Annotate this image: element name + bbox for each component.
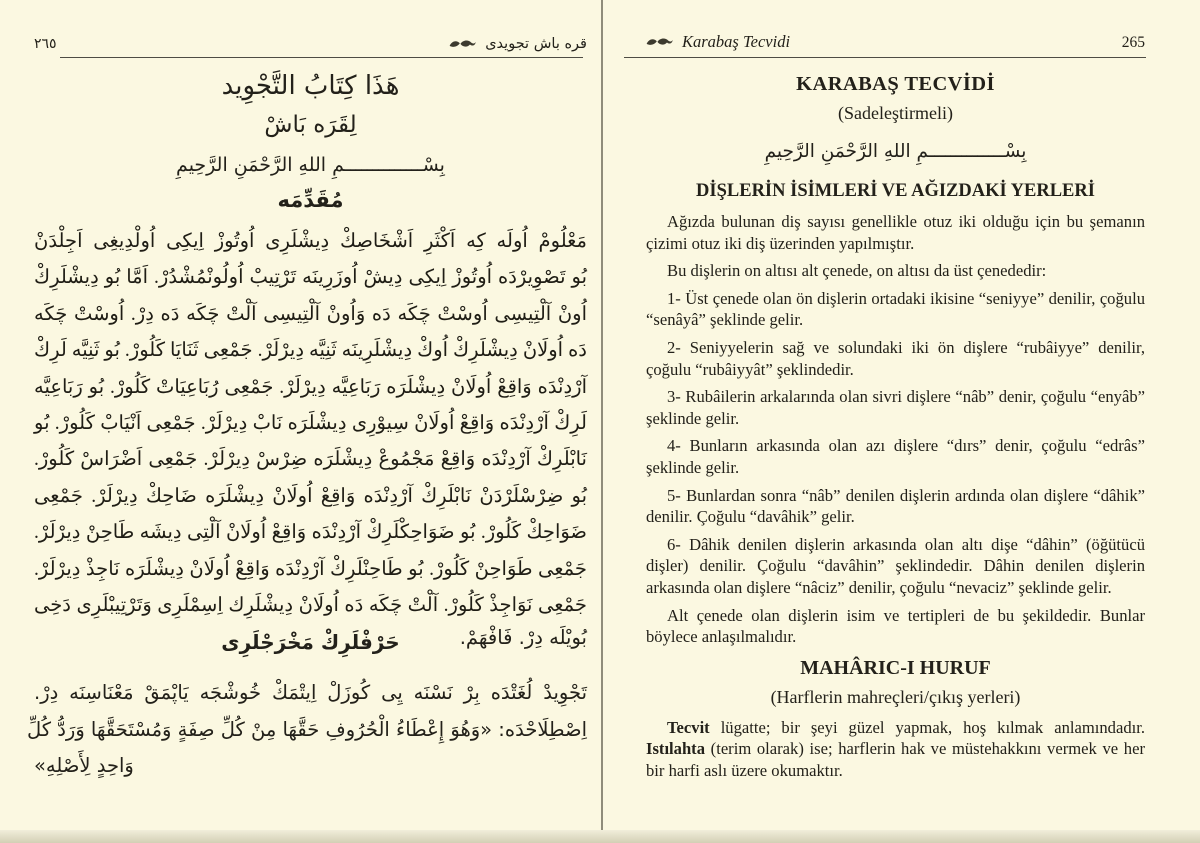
left-header-rule: [60, 57, 583, 58]
ottoman-body-line: اُونْ آلْتِيسِى اُوسْتْ چَكَه دَه وَاُونْ آلْتِيسِى آلْتْ چَكَه دَه دِرْ. اُوسْتْ چَكَه: [34, 303, 587, 325]
book-title-arabic: هَذَا كِتَابُ التَّجْوِيد: [221, 71, 400, 101]
left-title-block: [34, 70, 587, 212]
floral-ornament-icon: [449, 38, 477, 51]
ottoman-body-line: لَرِكْ آرْدِنْدَه وَاقِعْ اُولَانْ سِيوْرِى دِيشْلَرَه نَابْ دِيرْلَرْ. جَمْعِى اَنْيَابْ كَلُورْ. بُو: [34, 412, 587, 434]
ottoman-body-line: دَه اُولَانْ دِيشْلَرِكْ اُوكْ دِيشْلَرِينَه ثَنِيَّه دِيرْلَرْ. جَمْعِى ثَنَايَا كَلُورْ. بُو ثَنِيَّه لَرِكْ: [34, 340, 587, 362]
basmala-calligraphy-left: بِسْــــــــــــــمِ اللهِ الرَّحْمَنِ الرَّحِيمِ: [176, 154, 445, 176]
left-running-title-group: [449, 36, 587, 52]
right-running-title: Karabaş Tecvidi: [682, 32, 791, 51]
ottoman-closing-line: اِصْطِلَاحْدَه: «وَهُوَ إِعْطَاءُ الْحُرُوفِ حَقَّهَا مِنْ كُلِّ صِفَةٍ وَمُسْتَحَقَّهَا وَرَدُّ كُلِّ: [26, 717, 587, 741]
muqaddima-heading: مُقَدِّمَه: [277, 188, 344, 212]
left-section-heading-row: [34, 626, 587, 664]
right-header-rule: [624, 57, 1146, 58]
body-paragraph: 1- Üst çenede olan ön dişlerin ortadaki ikisine “seniyye” denilir, çoğulu “senâyâ” şeklinde gelir.: [646, 288, 1145, 330]
ottoman-closing-line: وَاحِدٍ لِأَصْلِهِ»: [34, 754, 134, 778]
chapter-subtitle: (Sadeleştirmeli): [838, 103, 953, 123]
body-paragraph: 6- Dâhik denilen dişlerin arkasında olan altı dişe “dâhin” (öğütücü dişler) denilir. Çoğulu “davâhin” şeklindedir. Dâhin denilen dişlerin arkasında olan dişlere “nâciz” denilir, çoğulu “nevaciz” şeklinde gelir.: [646, 534, 1145, 597]
body-paragraph: 2- Seniyyelerin sağ ve solundaki iki ön dişlere “rubâiyye” denilir, çoğulu “rubâiyyât” şeklindedir.: [646, 337, 1145, 379]
definition-text: lügatte; bir şeyi güzel yapmak, hoş kılmak anlamındadır.: [709, 717, 1145, 737]
turkish-body-text: [646, 211, 1145, 648]
right-running-title-group: [646, 32, 790, 52]
bold-term-istilahta: Istılahta: [646, 739, 706, 759]
body-paragraph: Ağızda bulunan diş sayısı genellikle otuz iki olduğu için bu şemanın çizimi otuz iki diş üzerinden yapılmıştır.: [646, 212, 1145, 253]
body-paragraph: 5- Bunlardan sonra “nâb” denilen dişlerin ardında olan dişlere “dâhik” denilir. Çoğulu “davâhik” gelir.: [646, 485, 1145, 527]
definition-text: (terim olarak) ise; harflerin hak ve müstehakkını vermek ve her bir harfi aslı üzere okumaktır.: [646, 739, 1145, 780]
ottoman-body-line: بُو ضِرْسْلَرْدَنْ نَابْلَرِكْ آرْدِنْدَه وَاقِعْ اُولَانْ دِيشْلَرَه ضَاحِكْ دِيرْلَرْ. جَمْعِى: [34, 485, 587, 507]
maharic-section-subtitle: (Harflerin mahreçleri/çıkış yerleri): [770, 686, 1021, 707]
ottoman-body-line: جَمْعِى طَوَاحِنْ كَلُورْ. بُو طَاحِنْلَرِكْ آرْدِنْدَه وَاقِعْ اُولَانْ دِيشْلَرَه نَاجِذْ دِيرْلَرْ.: [34, 558, 587, 580]
ottoman-body-line: ضَوَاحِكْ كَلُورْ. بُو ضَوَاحِكْلَرِكْ آرْدِنْدَه وَاقِعْ اُولَانْ آلْتِى دِيشَه طَاحِنْ دِيرْلَرْ.: [34, 522, 587, 544]
basmala-calligraphy-right: بِسْــــــــــــــمِ اللهِ الرَّحْمَنِ الرَّحِيمِ: [764, 141, 1027, 162]
body-paragraph: Bu dişlerin on altısı alt çenede, on altısı da üst çenededir:: [667, 261, 1047, 281]
left-page-number: ٢٦٥: [34, 36, 57, 52]
ottoman-body-text: [34, 224, 587, 624]
chapter-title: KARABAŞ TECVİDİ: [796, 73, 995, 95]
ottoman-body-line: آرْدِنْدَه وَاقِعْ اُولَانْ دِيشْلَرَه رَبَاعِيَّه دِيرْلَرْ. جَمْعِى رُبَاعِيَاتْ كَلُورْ. بُو رَبَاعِيَّه: [34, 376, 587, 398]
body-paragraph: Alt çenede olan dişlerin isim ve tertipleri de bu şekildedir. Bunlar böylece anlaşılmalıdır.: [646, 605, 1145, 647]
ottoman-body-line: نَابْلَرِكْ آرْدِنْدَه وَاقِعْ مَجْمُوعْ دِيشْلَرَه ضِرْسْ دِيرْلَرْ. جَمْعِى اَضْرَاسْ كَلُورْ.: [34, 449, 587, 471]
ottoman-closing-paragraph: [26, 675, 587, 784]
bold-term-tecvit: Tecvit: [667, 717, 710, 737]
maharic-section-heading: MAHÂRIC-I HURUF: [800, 656, 991, 679]
ottoman-paragraph-end: بُويْلَه دِرْ. فَافْهَمْ.: [459, 626, 587, 650]
right-page-number: 265: [1121, 34, 1145, 51]
left-page: [0, 0, 601, 830]
ottoman-body-line: مَعْلُومْ اُولَه كِه اَكْثَرِ اَشْخَاصِكْ دِيشْلَرِى اُوتُوزْ اِيكِى اُولْدِيغِى اَجِلْدَنْ: [34, 231, 587, 252]
page-bottom-edge: [0, 830, 1200, 843]
ottoman-body-line: جَمْعِى نَوَاجِذْ كَلُورْ. آلْتْ چَكَه دَه اُولَانْ دِيشْلَرِك اِسِمْلَرِى وَتَرْتِيبْلَرِى دَخِى: [34, 594, 587, 616]
right-page: [603, 0, 1200, 830]
right-running-head: [646, 30, 1145, 52]
floral-ornament-icon: [646, 36, 674, 49]
body-paragraph: 3- Rubâilerin arkalarında olan sivri dişlere “nâb” denir, çoğulu “enyâb” şeklinde gelir.: [646, 387, 1145, 428]
mahrec-section-heading-ottoman: حَرْفْلَرِكْ مَخْرَجْلَرِى: [221, 630, 400, 655]
left-running-head: [34, 30, 587, 52]
left-running-title: قره باش تجويدى: [485, 36, 587, 52]
book-subtitle-arabic: لِقَرَه بَاشْ: [264, 112, 357, 138]
tecvit-definition-paragraph: [646, 717, 1145, 782]
body-paragraph: [646, 717, 1145, 782]
ottoman-closing-line: تَجْوِيدْ لُغَتْدَه بِرْ نَسْنَه يِى كُوزَلْ اِيتْمَكْ خُوشْجَه يَاپْمَقْ مَعْنَاسِنَه دِرْ.: [34, 681, 587, 705]
ottoman-body-line: بُو تَصْوِيرْدَه اُوتُوزْ اِيكِى دِيشْ اُوزَرِينَه تَرْتِيبْ اُولُونْمُشْدُرْ. اَمَّا بُو دِيشْلَرِكْ: [34, 267, 587, 289]
body-paragraph: 4- Bunların arkasında olan azı dişlere “dırs” denir, çoğulu “edrâs” şeklinde gelir.: [646, 436, 1145, 477]
teeth-section-heading: DİŞLERİN İSİMLERİ VE AĞIZDAKİ YERLERİ: [696, 181, 1095, 201]
